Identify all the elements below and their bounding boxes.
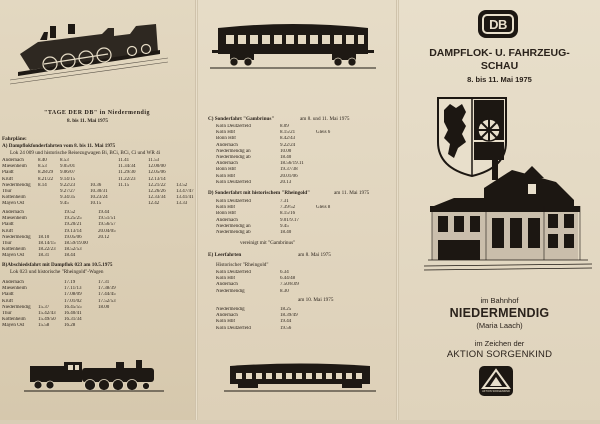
time: 13.41/41 xyxy=(176,195,194,201)
time: 16.45/55 xyxy=(64,304,82,310)
time: 11.34/34 xyxy=(118,164,136,170)
station: Niedermendig ab xyxy=(216,155,251,161)
station: Thür xyxy=(2,241,12,247)
station: Niedermendig an xyxy=(216,223,251,229)
section-e-title: E) Leerfahrten xyxy=(208,252,242,258)
station: Köln Hbf xyxy=(216,205,236,211)
section-e-date2: am 10. Mai 1975 xyxy=(298,297,334,303)
time: 19.44 xyxy=(98,210,110,215)
place-subtitle: (Maria Laach) xyxy=(476,321,523,330)
time: 19.20/21 xyxy=(64,222,82,228)
station: Andernach xyxy=(216,282,238,288)
time: 8.40 xyxy=(38,158,47,163)
rheingold-coach-illustration xyxy=(224,362,376,394)
time: 8.28/29 xyxy=(38,170,54,176)
time: 15.49/50 xyxy=(38,317,56,323)
title-dates: 8. bis 11. Mai 1975 xyxy=(467,75,532,84)
time: 11.41 xyxy=(118,158,130,163)
place-name: NIEDERMENDIG xyxy=(449,306,550,320)
section-b-title: B)Abschiedsfahrt mit Dampflok 023 am 10.5.1975 xyxy=(2,262,113,268)
station: Bonn Hbf xyxy=(216,136,236,142)
station: Niedermendig ab xyxy=(216,230,251,236)
time: 16.28 xyxy=(64,323,76,329)
time: 19.56 xyxy=(280,325,292,331)
time: 8.14 xyxy=(38,182,47,188)
station: Niedermendig xyxy=(2,304,31,310)
section-b-subtitle: Lok 023 und historische "Rheingold"-Wagen xyxy=(10,269,104,275)
station: Kruft xyxy=(2,228,13,234)
station: Mayen Ost xyxy=(2,253,25,259)
time: 17.38/39 xyxy=(98,286,116,292)
station: Köln Deutzerfeld xyxy=(216,179,251,185)
time: 18.44 xyxy=(64,253,76,259)
station: Köln Hbf xyxy=(216,276,236,282)
time: 17.08/09 xyxy=(64,292,82,298)
time: 12.05/06 xyxy=(148,170,166,176)
station: Plaidt xyxy=(2,170,14,176)
station: Kruft xyxy=(2,298,13,304)
time: 18.39/49 xyxy=(280,313,298,319)
station: Andernach xyxy=(2,210,24,215)
time: 10.30/31 xyxy=(90,189,108,195)
station: Andernach xyxy=(216,142,238,148)
steam-locomotive-illustration xyxy=(10,14,168,88)
time: 7.39/52 xyxy=(280,205,296,211)
time: 16.40/41 xyxy=(64,311,82,317)
time: 13.33 xyxy=(176,201,188,207)
station: Miesenheim xyxy=(2,216,27,222)
aktion-title: AKTION SORGENKIND xyxy=(446,349,553,360)
time: 12.21/22 xyxy=(148,182,166,188)
time: 13.47/47 xyxy=(176,189,194,195)
time: 12.26/26 xyxy=(148,189,166,195)
station-building-illustration xyxy=(424,148,592,278)
time: 9.06/07 xyxy=(60,170,76,176)
station: Andernach xyxy=(216,161,238,167)
station: Andernach xyxy=(2,158,24,163)
time: 18.59/19.00 xyxy=(64,241,88,247)
time: 9.22/23 xyxy=(60,182,76,188)
time: 8.15/21 xyxy=(280,130,296,136)
station: Kruft xyxy=(2,176,13,182)
triangle-icon xyxy=(479,368,513,390)
time: 15.42/43 xyxy=(38,311,56,317)
station: Mayen Ost xyxy=(2,323,25,329)
section-d-date: am 11. Mai 1975 xyxy=(334,190,370,196)
station: Miesenheim xyxy=(2,286,27,292)
time: 18.25 xyxy=(280,307,292,312)
title-line-2: SCHAU xyxy=(480,60,519,72)
time: 7.31 xyxy=(280,199,289,204)
time: 9.34/35 xyxy=(60,195,76,201)
aktion-sorgenkind-logo xyxy=(479,366,513,396)
time: 20.12 xyxy=(98,234,110,240)
section-d-title: D) Sonderfahrt mit historischem "Rheingold" xyxy=(208,190,311,196)
time: 9.14/15 xyxy=(60,176,76,182)
station: Niedermendig xyxy=(216,288,245,294)
time: 19.44 xyxy=(280,319,292,325)
time: 11.15 xyxy=(118,182,130,188)
fahrplaene-label: Fahrpläne: xyxy=(2,136,27,142)
station: Köln Deutzerfeld xyxy=(216,325,251,331)
track xyxy=(316,230,346,236)
time: 18.22/23 xyxy=(38,247,56,253)
db-logo-text: DB xyxy=(489,16,507,32)
time: 17.01/02 xyxy=(64,298,82,304)
time: 17.44/45 xyxy=(98,292,116,298)
panel1-heading: "TAGE DER DB" in Niedermendig xyxy=(44,110,151,116)
section-a-subtitle: Lok 24 009 und historische Reisezugwagen Bi, BCi, BCi, Ci und WR 4i xyxy=(10,150,161,156)
station: Thür xyxy=(2,189,12,195)
section-e-date: am 8. Mai 1975 xyxy=(298,252,331,258)
section-c-title: C) Sonderfahrt "Gambrinus" xyxy=(208,116,275,122)
time: 6.34 xyxy=(280,270,289,275)
time: 17.52/53 xyxy=(98,298,116,304)
time: 17.11/13 xyxy=(64,286,82,292)
time: 12.33/34 xyxy=(148,195,166,201)
time: 7.50/8.09 xyxy=(280,282,299,288)
time: 19.51/51 xyxy=(98,216,116,222)
time: 9.01/9.17 xyxy=(280,217,299,223)
station: Plaidt xyxy=(2,292,14,298)
time: 15.58 xyxy=(38,323,50,329)
station: Niedermendig xyxy=(216,307,245,312)
time: 8.09 xyxy=(280,124,289,129)
time: 19.13/14 xyxy=(64,228,82,234)
station: Niedermendig xyxy=(2,234,31,240)
time: 8.21/22 xyxy=(38,176,54,182)
station: Mayen Ost xyxy=(2,201,25,207)
time: 15.37 xyxy=(38,304,50,310)
panel1-dates: 8. bis 11. Mai 1975 xyxy=(67,118,108,124)
schedule-table-e2 xyxy=(216,307,326,332)
schedule-table-a2 xyxy=(2,210,142,260)
time: 8.42/43 xyxy=(280,136,296,142)
time xyxy=(38,201,60,207)
time: 12.13/14 xyxy=(148,176,166,182)
time: 18.52/53 xyxy=(64,247,82,253)
track xyxy=(316,180,346,186)
time: 9.22/24 xyxy=(280,142,296,148)
time: 17.31 xyxy=(98,280,110,285)
time xyxy=(98,323,128,329)
time: 12.00/00 xyxy=(148,164,166,170)
time: 18.10 xyxy=(38,234,50,240)
im-bahnhof-text: im Bahnhof xyxy=(480,296,519,305)
time: 19.56/57 xyxy=(98,222,116,228)
time: 10.23/24 xyxy=(90,195,108,201)
time: 20.01/06 xyxy=(280,173,298,179)
time: 19.05/06 xyxy=(64,234,82,240)
time: 13.52 xyxy=(176,182,188,188)
time: 12.42 xyxy=(148,201,160,207)
station: Plaidt xyxy=(2,222,14,228)
station: Niedermendig an xyxy=(216,148,251,154)
time: 10.36 xyxy=(90,182,102,188)
station: Niedermendig xyxy=(2,182,31,188)
time: 18.40 xyxy=(280,155,292,161)
section-c-date: am 8. und 11. Mai 1975 xyxy=(300,116,350,122)
station: Köln Deutzerfeld xyxy=(216,199,251,204)
section-d-note: vereinigt mit "Gambrinus" xyxy=(240,240,296,246)
time: 18.00 xyxy=(98,304,110,310)
section-e-subtitle: Historischer "Rheingold" xyxy=(216,262,269,268)
time: 9.45 xyxy=(60,201,69,207)
time: 8.15/16 xyxy=(280,211,296,217)
station: Miesenheim xyxy=(2,164,27,170)
time: 17.19 xyxy=(64,280,76,285)
time: 18.14/15 xyxy=(38,241,56,247)
station: Kottenheim xyxy=(2,317,26,323)
station: Kottenheim xyxy=(2,195,26,201)
station: Andernach xyxy=(216,217,238,223)
station: Thür xyxy=(2,311,12,317)
locomotive-side-illustration xyxy=(24,356,164,394)
schedule-table-b xyxy=(2,280,142,330)
time: 18.40 xyxy=(280,230,292,236)
time: 19.37/38 xyxy=(280,167,298,173)
time: 18.31 xyxy=(38,253,50,259)
time xyxy=(98,253,128,259)
passenger-coach-illustration xyxy=(210,20,376,76)
time: 8.53 xyxy=(38,164,47,170)
time: 6.44/48 xyxy=(280,276,296,282)
time: 11.29/30 xyxy=(118,170,136,176)
track: Gleis 8 xyxy=(316,205,331,211)
time: 11.53 xyxy=(148,158,160,163)
aktion-logo-text: AKTION SORGENKIND xyxy=(482,390,510,393)
station: Bonn Hbf xyxy=(216,167,236,173)
db-logo xyxy=(478,10,518,38)
time: 20.04/05 xyxy=(98,228,116,234)
station: Köln Deutzerfeld xyxy=(216,124,251,129)
time: 9.45 xyxy=(280,223,289,229)
time: 19.25/25 xyxy=(64,216,82,222)
time: 10.15 xyxy=(90,201,102,207)
time: 20.13 xyxy=(280,179,292,185)
time: 9.05/01 xyxy=(60,164,76,170)
schedule-table-d xyxy=(216,199,356,236)
time: 19.52 xyxy=(64,210,76,215)
title-line-1: DAMPFLOK- U. FAHRZEUG- xyxy=(429,47,570,59)
station: Köln Hbf xyxy=(216,173,236,179)
schedule-table-e1 xyxy=(216,270,326,295)
time: 9.27/27 xyxy=(60,189,76,195)
im-zeichen-text: im Zeichen der xyxy=(474,339,525,348)
time xyxy=(118,201,148,207)
time: 8.53 xyxy=(60,158,69,163)
time: 8.30 xyxy=(280,288,289,294)
track: Gleis 6 xyxy=(316,130,331,136)
schedule-table-c xyxy=(216,124,356,186)
station: Köln Hbf xyxy=(216,319,236,325)
time: 10.00 xyxy=(280,148,292,154)
station: Köln Deutzerfeld xyxy=(216,270,251,275)
station: Andernach xyxy=(2,280,24,285)
station: Andernach xyxy=(216,313,238,319)
station: Bonn Hbf xyxy=(216,211,236,217)
section-a-title: A) Dampflokfonderfahrten vom 8. bis 11. Mai 1975 xyxy=(2,143,116,149)
time: 18.56/19.11 xyxy=(280,161,304,167)
station: Köln Hbf xyxy=(216,130,236,136)
time: 16.31/34 xyxy=(64,317,82,323)
station: Kottenheim xyxy=(2,247,26,253)
schedule-table-a xyxy=(2,158,198,208)
time: 11.22/23 xyxy=(118,176,136,182)
